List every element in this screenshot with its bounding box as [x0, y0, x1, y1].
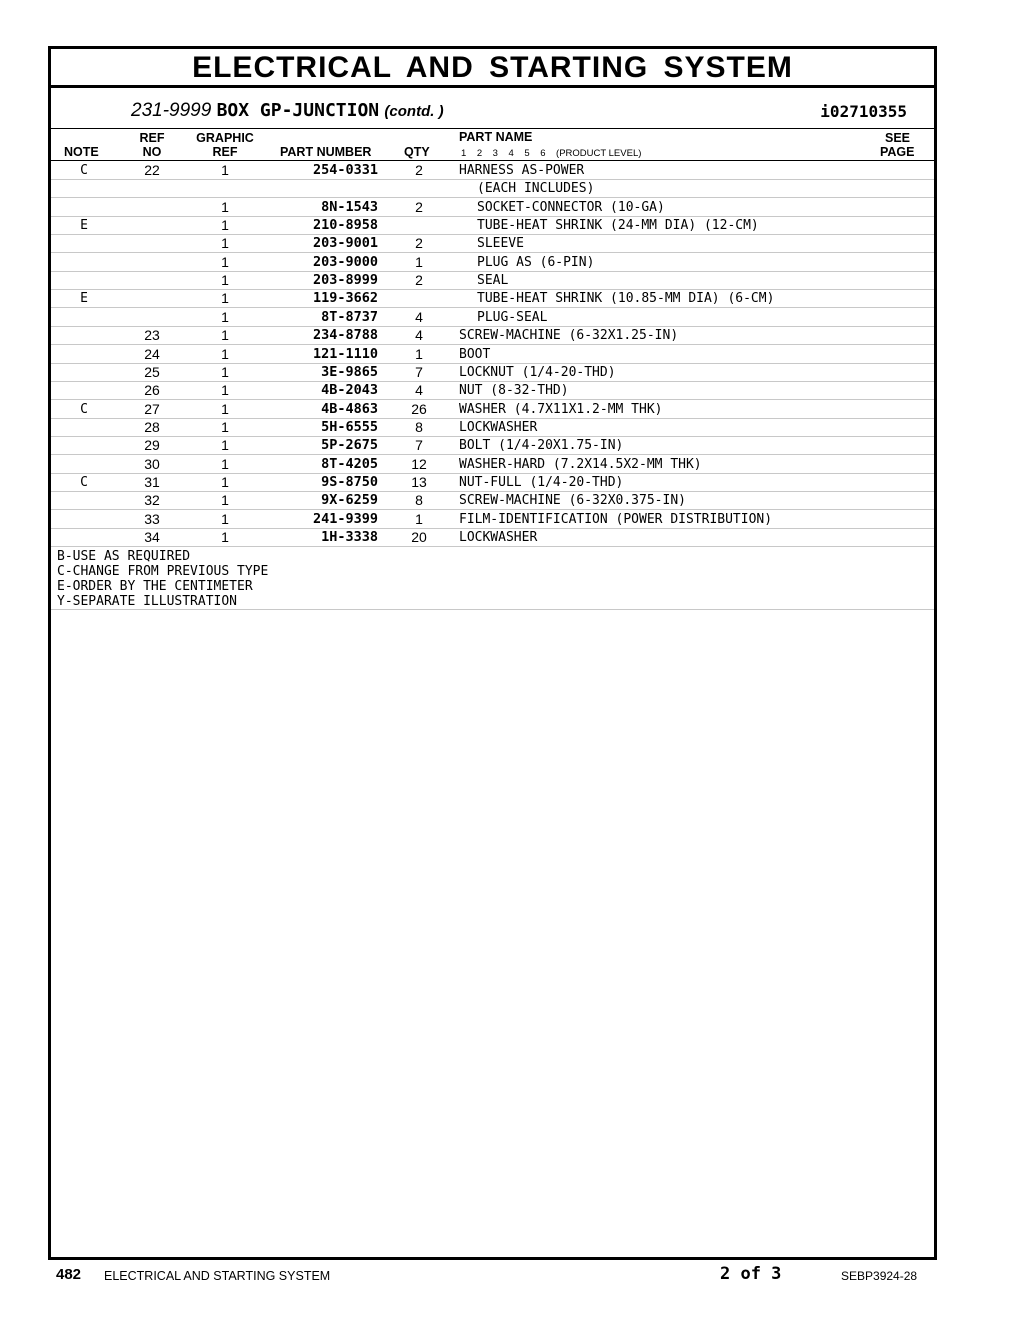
table-row — [51, 363, 934, 382]
part-number-cell: 4B-2043 — [321, 382, 378, 399]
qty-cell: 8 — [415, 418, 423, 435]
qty-cell: 20 — [411, 529, 427, 545]
graphic-ref-cell: 1 — [221, 253, 229, 270]
ref-no-cell: 32 — [144, 492, 160, 509]
col-qty: QTY — [404, 145, 430, 159]
graphic-ref-cell: 1 — [221, 217, 229, 234]
qty-cell: 4 — [415, 382, 423, 399]
page-frame — [48, 46, 937, 1260]
part-name-cell: TUBE-HEAT SHRINK (24-MM DIA) (12-CM) — [477, 218, 759, 234]
ref-no-cell: 29 — [144, 437, 160, 454]
note-cell: E — [80, 218, 88, 234]
col-graphic-bottom: REF — [212, 145, 238, 159]
part-name-cell: FILM-IDENTIFICATION (POWER DISTRIBUTION) — [459, 511, 773, 527]
divider — [51, 609, 934, 610]
ref-no-cell: 34 — [144, 529, 160, 545]
table-row — [51, 455, 934, 474]
part-number-cell: 5H-6555 — [321, 418, 378, 435]
graphic-ref-cell: 1 — [221, 290, 229, 307]
qty-cell: 2 — [415, 198, 423, 215]
graphic-ref-cell: 1 — [221, 327, 229, 344]
qty-cell: 1 — [415, 253, 423, 270]
part-name-cell: HARNESS AS-POWER — [459, 163, 585, 178]
part-name-cell: LOCKWASHER — [459, 530, 538, 545]
part-number-cell: 8T-4205 — [321, 455, 378, 472]
graphic-ref-cell: 1 — [221, 198, 229, 215]
graphic-ref-cell: 1 — [221, 363, 229, 380]
table-row — [51, 253, 934, 272]
graphic-ref-cell: 1 — [221, 345, 229, 362]
part-name-cell: SCREW-MACHINE (6-32X0.375-IN) — [459, 493, 686, 509]
part-number-cell: 203-9001 — [312, 235, 378, 252]
continued-label: (contd. ) — [384, 103, 444, 120]
graphic-ref-cell: 1 — [221, 492, 229, 509]
part-name-cell: NUT-FULL (1/4-20-THD) — [459, 474, 624, 490]
graphic-ref-cell: 1 — [221, 510, 229, 527]
group-number: 231-9999 — [131, 100, 212, 121]
part-number-cell: 203-9000 — [312, 253, 378, 270]
table-row — [51, 473, 934, 492]
table-row — [51, 271, 934, 290]
table-row — [51, 491, 934, 510]
col-see-bottom: PAGE — [880, 145, 915, 159]
col-ref-top: REF — [139, 131, 165, 145]
part-number-cell: 121-1110 — [312, 345, 378, 362]
part-number-cell: 4B-4863 — [321, 400, 378, 417]
ref-no-cell: 26 — [144, 382, 160, 399]
col-graphic-top: GRAPHIC — [196, 131, 254, 145]
page-title: ELECTRICAL AND STARTING SYSTEM — [51, 49, 934, 88]
qty-cell: 1 — [415, 510, 423, 527]
table-row — [51, 436, 934, 455]
table-row — [51, 179, 934, 198]
part-name-cell: LOCKWASHER — [459, 419, 538, 435]
part-number-cell: 9S-8750 — [321, 473, 378, 490]
graphic-ref-cell: 1 — [221, 529, 229, 545]
table-row — [51, 216, 934, 235]
part-name-cell: SOCKET-CONNECTOR (10-GA) — [477, 199, 665, 215]
page-footer — [0, 1264, 1020, 1288]
part-name-cell: PLUG-SEAL — [477, 309, 548, 325]
part-number-cell: 203-8999 — [312, 272, 378, 289]
graphic-ref-cell: 1 — [221, 400, 229, 417]
part-name-cell: SLEEVE — [477, 236, 524, 252]
col-part-name: PART NAME — [459, 130, 533, 144]
table-row — [51, 198, 934, 217]
part-number-cell: 9X-6259 — [321, 492, 378, 509]
qty-cell: 13 — [411, 473, 427, 490]
table-row — [51, 510, 934, 529]
ref-no-cell: 30 — [144, 455, 160, 472]
note-cell: C — [80, 163, 88, 178]
graphic-ref-cell: 1 — [221, 272, 229, 289]
table-row — [51, 289, 934, 308]
legend-line: C-CHANGE FROM PREVIOUS TYPE — [57, 564, 269, 579]
part-number-cell: 8N-1543 — [321, 198, 378, 215]
graphic-ref-cell: 1 — [221, 235, 229, 252]
qty-cell: 7 — [415, 437, 423, 454]
part-number-cell: 3E-9865 — [321, 363, 378, 380]
note-cell: C — [80, 401, 88, 417]
column-headers — [51, 129, 934, 161]
group-title — [131, 100, 444, 122]
qty-cell: 1 — [415, 345, 423, 362]
note-cell: C — [80, 474, 88, 490]
ref-no-cell: 28 — [144, 418, 160, 435]
part-name-cell: PLUG AS (6-PIN) — [477, 254, 595, 270]
col-see-top: SEE — [885, 131, 911, 145]
graphic-ref-cell: 1 — [221, 418, 229, 435]
table-row — [51, 418, 934, 437]
table-row — [51, 308, 934, 327]
ref-no-cell: 27 — [144, 400, 160, 417]
part-number-cell: 8T-8737 — [321, 308, 378, 325]
document-id: SEBP3924-28 — [841, 1269, 918, 1283]
table-row — [51, 381, 934, 400]
group-header — [51, 88, 934, 129]
note-cell: E — [80, 291, 88, 307]
qty-cell: 8 — [415, 492, 423, 509]
part-number-cell: 1H-3338 — [321, 529, 378, 545]
table-row — [51, 400, 934, 419]
part-name-cell: SCREW-MACHINE (6-32X1.25-IN) — [459, 328, 679, 344]
qty-cell: 12 — [411, 455, 427, 472]
graphic-ref-cell: 1 — [221, 382, 229, 399]
table-row — [51, 345, 934, 364]
part-number-cell: 234-8788 — [312, 327, 378, 344]
group-name: BOX GP-JUNCTION — [216, 100, 380, 121]
col-note: NOTE — [64, 145, 99, 159]
qty-cell: 2 — [415, 272, 423, 289]
graphic-ref-cell: 1 — [221, 308, 229, 325]
graphic-ref-cell: 1 — [221, 473, 229, 490]
part-number-cell: 241-9399 — [312, 510, 378, 527]
footer-section: ELECTRICAL AND STARTING SYSTEM — [104, 1269, 331, 1283]
legend-line: B-USE AS REQUIRED — [57, 549, 191, 564]
part-number-cell: 5P-2675 — [321, 437, 378, 454]
part-name-cell: WASHER-HARD (7.2X14.5X2-MM THK) — [459, 456, 702, 472]
part-name-cell: TUBE-HEAT SHRINK (10.85-MM DIA) (6-CM) — [477, 291, 775, 307]
qty-cell: 4 — [415, 327, 423, 344]
table-row — [51, 528, 934, 547]
part-name-cell: (EACH INCLUDES) — [477, 181, 595, 197]
page-number: 482 — [56, 1266, 82, 1283]
table-row — [51, 234, 934, 253]
part-name-cell: BOOT — [459, 346, 491, 362]
col-ref-bottom: NO — [142, 145, 162, 159]
graphic-ref-cell: 1 — [221, 455, 229, 472]
ref-no-cell: 33 — [144, 510, 160, 527]
ref-no-cell: 24 — [144, 345, 160, 362]
part-number-cell: 210-8958 — [312, 217, 378, 234]
col-part-number: PART NUMBER — [280, 145, 372, 159]
part-number-cell: 119-3662 — [312, 290, 378, 307]
qty-cell: 4 — [415, 308, 423, 325]
ref-no-cell: 22 — [144, 162, 160, 178]
part-name-cell: SEAL — [477, 273, 509, 289]
table-row — [51, 326, 934, 345]
notes-legend — [57, 549, 268, 609]
illustration-id: i02710355 — [820, 102, 907, 121]
part-name-cell: WASHER (4.7X11X1.2-MM THK) — [459, 401, 663, 417]
legend-line: E-ORDER BY THE CENTIMETER — [57, 579, 253, 594]
qty-cell: 26 — [411, 400, 427, 417]
qty-cell: 2 — [415, 162, 423, 178]
legend-line: Y-SEPARATE ILLUSTRATION — [57, 594, 238, 609]
part-name-cell: LOCKNUT (1/4-20-THD) — [459, 364, 616, 380]
ref-no-cell: 25 — [144, 363, 160, 380]
ref-no-cell: 23 — [144, 327, 160, 344]
part-number-cell: 254-0331 — [312, 162, 378, 178]
page-count: 2 of 3 — [720, 1264, 782, 1284]
graphic-ref-cell: 1 — [221, 162, 229, 178]
part-name-cell: NUT (8-32-THD) — [459, 383, 569, 399]
col-product-level: 1 2 3 4 5 6 (PRODUCT LEVEL) — [461, 148, 642, 159]
graphic-ref-cell: 1 — [221, 437, 229, 454]
part-name-cell: BOLT (1/4-20X1.75-IN) — [459, 438, 624, 454]
ref-no-cell: 31 — [144, 473, 160, 490]
qty-cell: 2 — [415, 235, 423, 252]
qty-cell: 7 — [415, 363, 423, 380]
table-row — [51, 161, 934, 180]
